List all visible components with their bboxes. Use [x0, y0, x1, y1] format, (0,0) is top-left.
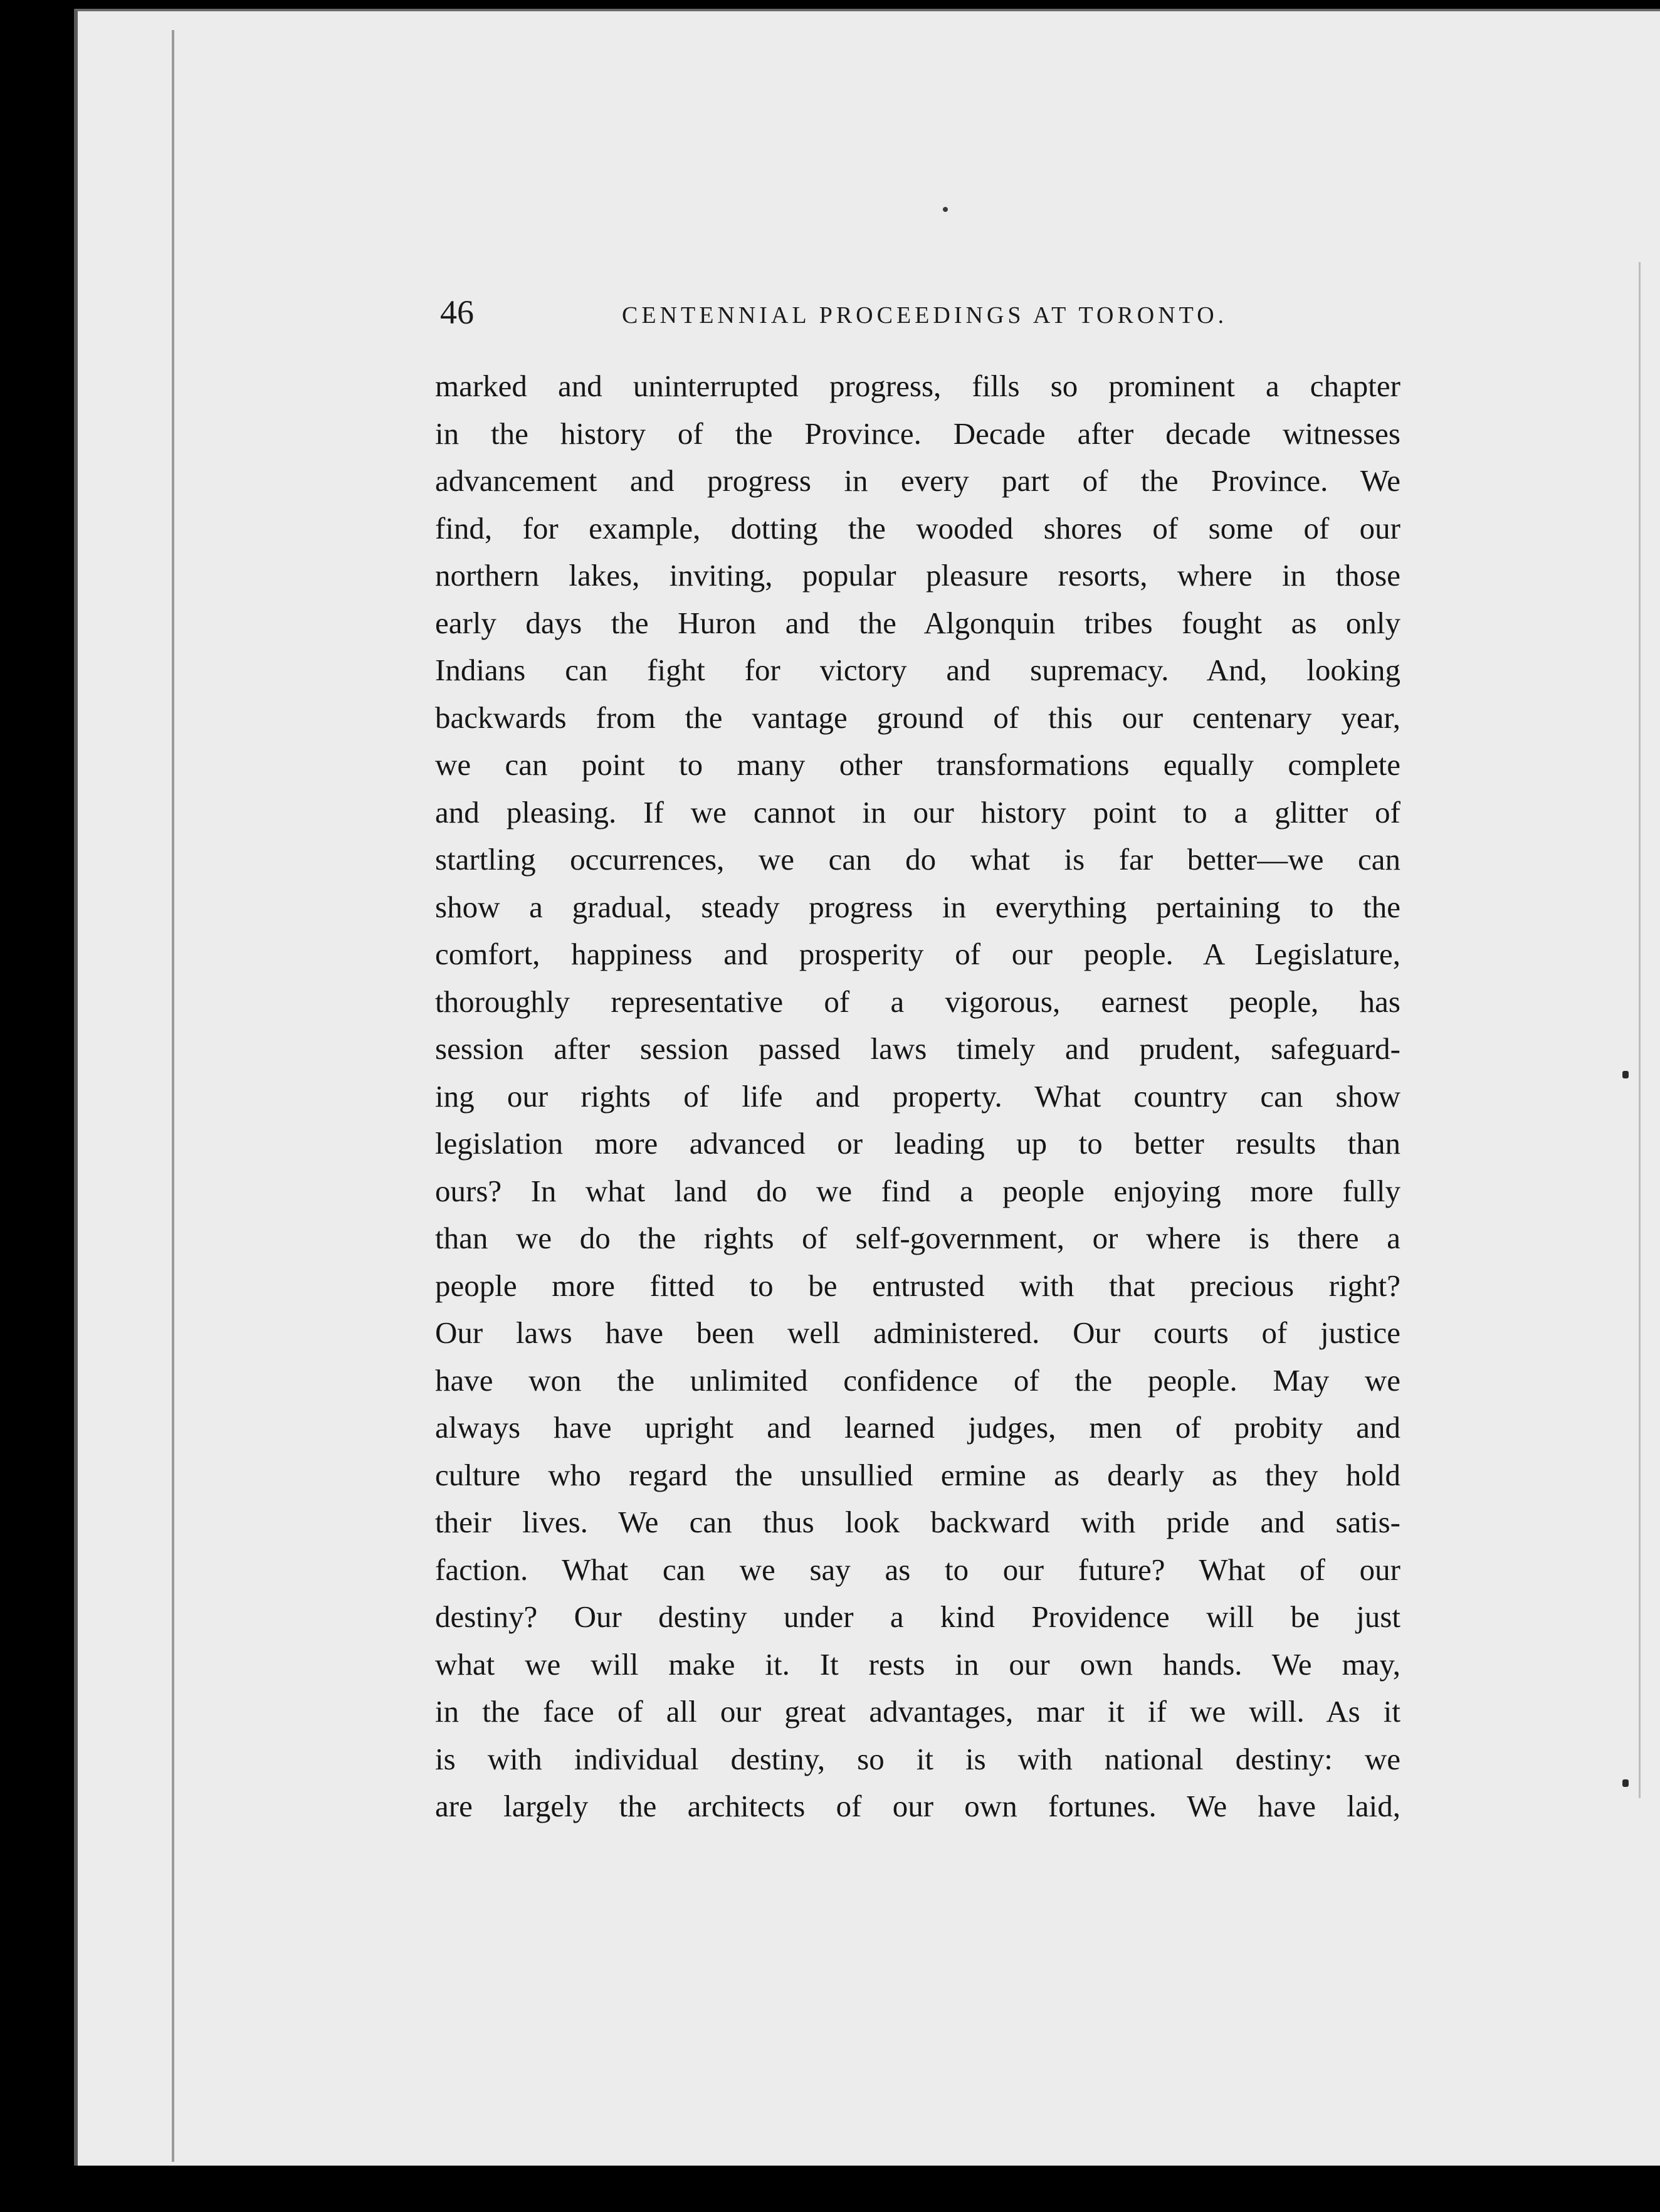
text-line: legislation more advanced or leading up to better results than	[435, 1126, 1400, 1161]
text-line: marked and uninterrupted progress, fills so prominent a chapter	[435, 369, 1400, 403]
text-line: we can point to many other transformations equally complete	[435, 747, 1400, 782]
text-line: what we will make it. It rests in our own hands. We may,	[435, 1646, 1400, 1682]
text-line: their lives. We can thus look backward with pride and satis-	[435, 1505, 1400, 1539]
text-line: ours? In what land do we find a people enjoying more fully	[435, 1173, 1400, 1208]
text-line: comfort, happiness and prosperity of our people. A Legislature,	[435, 937, 1400, 971]
text-line: than we do the rights of self-government, or where is there a	[435, 1221, 1400, 1255]
fold-mark	[1622, 1779, 1629, 1787]
text-line: people more fitted to be entrusted with that precious right?	[435, 1268, 1400, 1303]
text-line: are largely the architects of our own fortunes. We have laid,	[435, 1789, 1400, 1823]
text-line: Our laws have been well administered. Our courts of justice	[435, 1315, 1400, 1350]
fold-mark	[1622, 1071, 1629, 1078]
text-line: always have upright and learned judges, men of probity and	[435, 1410, 1400, 1445]
text-line: Indians can fight for victory and supremacy. And, looking	[435, 653, 1400, 687]
text-line: show a gradual, steady progress in everything pertaining to the	[435, 889, 1400, 924]
print-speck	[943, 207, 948, 212]
running-head-title: CENTENNIAL PROCEEDINGS AT TORONTO.	[622, 302, 1228, 329]
text-line: thoroughly representative of a vigorous, earnest people, has	[435, 984, 1400, 1019]
text-line: session after session passed laws timely and prudent, safeguard-	[435, 1031, 1400, 1066]
text-line: advancement and progress in every part of the Province. We	[435, 463, 1400, 498]
text-line: is with individual destiny, so it is with national destiny: we	[435, 1741, 1400, 1776]
text-line: early days the Huron and the Algonquin tribes fought as only	[435, 605, 1400, 640]
text-line: ing our rights of life and property. What country can show	[435, 1078, 1400, 1114]
text-line: in the face of all our great advantages, mar it if we will. As it	[435, 1694, 1400, 1729]
text-line: culture who regard the unsullied ermine as dearly as they hold	[435, 1457, 1400, 1492]
text-line: faction. What can we say as to our future? What of our	[435, 1552, 1400, 1587]
fold-line	[1639, 262, 1641, 1798]
scanned-page	[74, 9, 1660, 2166]
text-line: and pleasing. If we cannot in our history point to a glitter of	[435, 794, 1400, 830]
text-line: in the history of the Province. Decade after decade witnesses	[435, 416, 1400, 451]
body-text	[435, 362, 1400, 1830]
text-line: have won the unlimited confidence of the people. May we	[435, 1362, 1400, 1398]
text-line: backwards from the vantage ground of this our centenary year,	[435, 700, 1400, 735]
text-line: northern lakes, inviting, popular pleasure resorts, where in those	[435, 558, 1400, 592]
running-head	[440, 287, 1399, 337]
text-line: startling occurrences, we can do what is far better—we can	[435, 842, 1400, 877]
page-number: 46	[440, 293, 474, 331]
text-line: destiny? Our destiny under a kind Providence will be just	[435, 1599, 1400, 1634]
page-inner-edge	[172, 30, 174, 2162]
text-line: find, for example, dotting the wooded shores of some of our	[435, 510, 1400, 545]
